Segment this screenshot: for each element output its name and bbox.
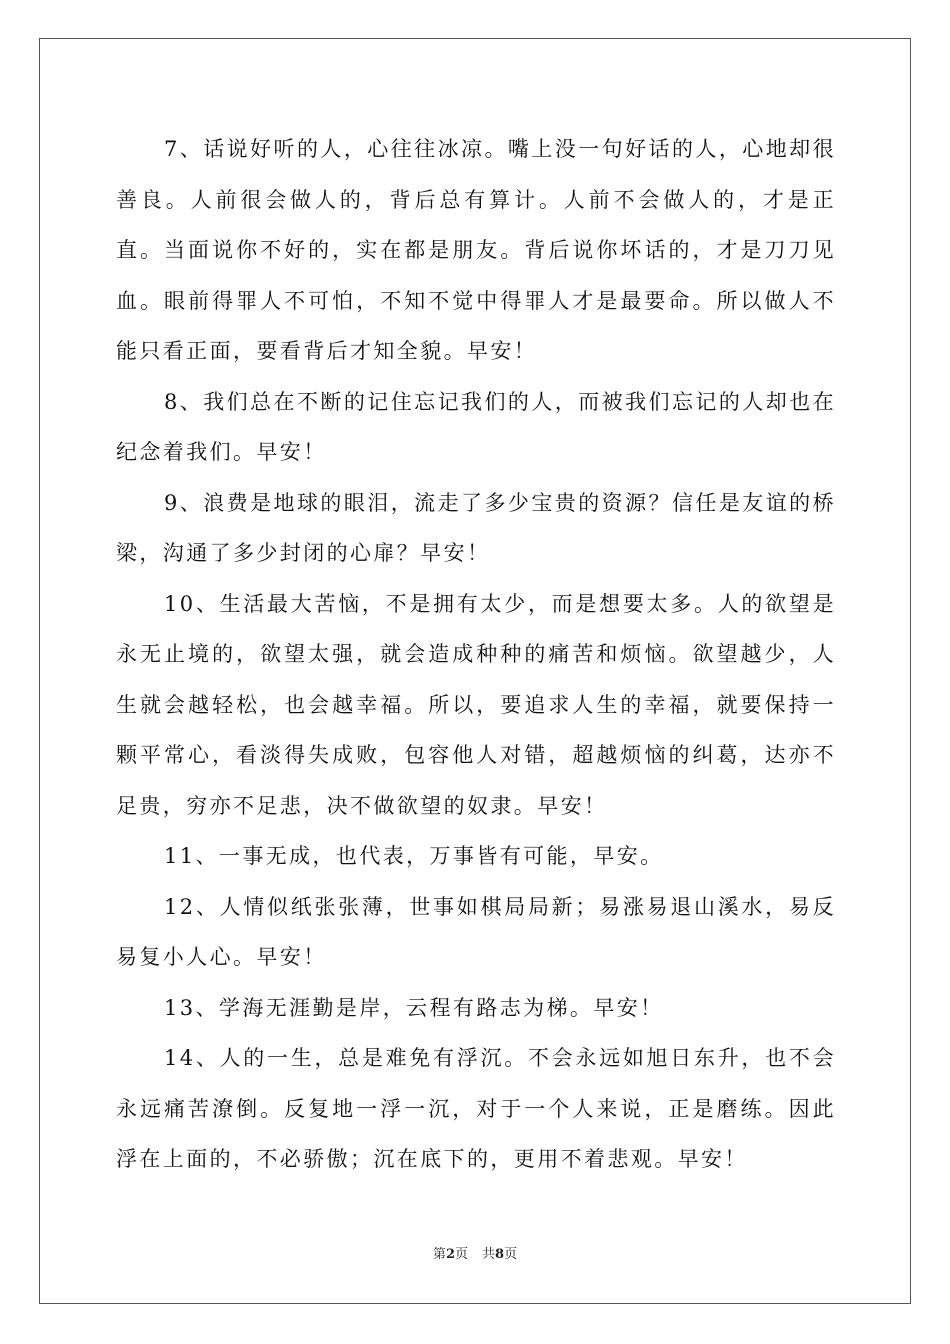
page-number: 2 <box>445 1247 455 1262</box>
paragraph-11: 11、一事无成，也代表，万事皆有可能，早安。 <box>164 844 664 868</box>
total-pages: 8 <box>495 1247 505 1262</box>
total-prefix: 共 <box>482 1247 496 1262</box>
page-footer <box>0 1246 950 1264</box>
paragraph-7: 7、话说好听的人，心往往冰凉。嘴上没一句好话的人，心地却很善良。人前很会做人的，背后总有算计。人前不会做人的，才是正直。当面说你不好的，实在都是朋友。背后说你坏话的，才是刀刀见血。眼前得罪人不可怕，不知不觉中得罪人才是最要命。所以做人不能只看正面，要看背后才知全貌。早安！ <box>116 137 836 363</box>
paragraph-12: 12、人情似纸张张薄，世事如棋局局新；易涨易退山溪水，易反易复小人心。早安！ <box>116 894 836 969</box>
total-suffix: 页 <box>504 1247 518 1262</box>
paragraph-10: 10、生活最大苦恼，不是拥有太少，而是想要太多。人的欲望是永无止境的，欲望太强，就会造成种种的痛苦和烦恼。欲望越少，人生就会越轻松，也会越幸福。所以，要追求人生的幸福，就要保持一颗平常心，看淡得失成败，包容他人对错，超越烦恼的纠葛，达亦不足贵，穷亦不足悲，决不做欲望的奴隶。早安！ <box>116 591 836 818</box>
paragraph-8: 8、我们总在不断的记住忘记我们的人，而被我们忘记的人却也在纪念着我们。早安！ <box>116 389 836 464</box>
paragraph-9: 9、浪费是地球的眼泪，流走了多少宝贵的资源？信任是友谊的桥梁，沟通了多少封闭的心扉？早安！ <box>116 490 836 565</box>
page-prefix: 第 <box>432 1247 446 1262</box>
document-body <box>116 124 836 1185</box>
paragraph-13: 13、学海无涯勤是岸，云程有路志为梯。早安！ <box>164 995 664 1020</box>
page-suffix: 页 <box>454 1247 468 1262</box>
paragraph-14: 14、人的一生，总是难免有浮沉。不会永远如旭日东升，也不会永远痛苦潦倒。反复地一浮一沉，对于一个人来说，正是磨练。因此浮在上面的，不必骄傲；沉在底下的，更用不着悲观。早安！ <box>116 1046 836 1171</box>
